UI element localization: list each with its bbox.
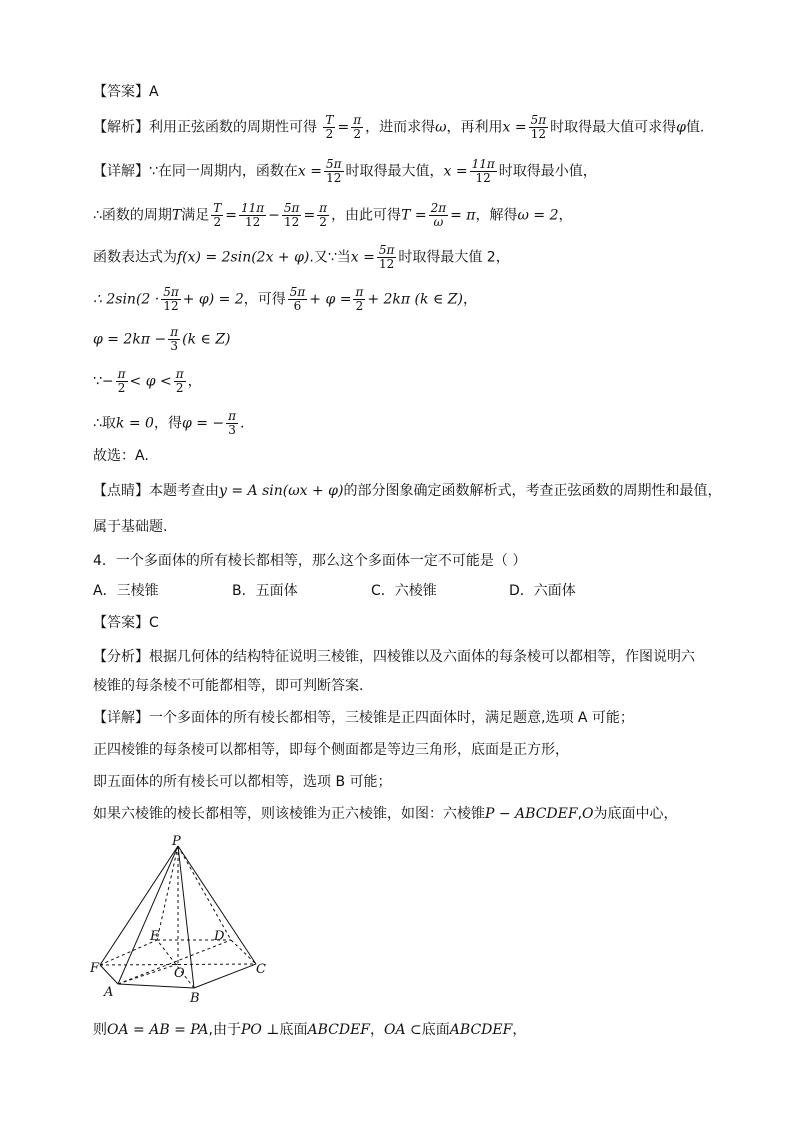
text: ，进而求得 [365,119,436,136]
detail-line-2: ∴函数的周期T满足 $\frac{T}{2}$ = $\frac{11\pi}{12}$ − $\frac{5\pi}{12}$ = $\frac{\pi}{2}$ ，由此可得T = $\frac{2\pi}{\omega}$ = π，解得ω = 2， [93,201,573,229]
frac-num: π [228,409,237,423]
frac-den: 12 [284,215,300,229]
text: ，得 [153,415,182,432]
edge-fa [100,965,118,984]
math: − [101,373,114,390]
question-stem: 4．一个多面体的所有棱长都相等，那么这个多面体一定不可能是（ ） [93,553,527,569]
comment-line-1 [93,481,721,501]
detail-line-6 [93,368,202,395]
text: 底面 [279,1022,308,1038]
detail-line-7 [93,410,244,437]
text: 本题考查由 [149,483,219,499]
text: . [240,415,245,432]
text: ，可得 [243,291,286,308]
fraction [282,202,302,229]
fraction [317,202,329,229]
analysis-tag: 【分析】 [93,649,149,665]
label-a: A [104,985,114,1000]
label-p: P [172,834,181,849]
text: , [577,806,583,822]
answer-value: A [149,84,159,100]
text: 函数表达式为 [93,249,177,266]
frac-den: 2 [325,127,334,141]
frac-num: 2π [430,201,447,215]
math: ABCDEF [449,1022,513,1038]
frac-num: 5π [530,113,547,127]
label-f: F [90,961,100,976]
text: 时取得最小值， [498,163,597,180]
math: φ = − [181,415,225,432]
text: 如果六棱锥的棱长都相等，则该棱锥为正六棱锥，如图：六棱锥 [93,806,485,822]
text: 根据几何体的结构特征说明三棱锥，四棱锥以及六面体的每条棱可以都相等，作图说明六 [149,649,695,665]
text: ，由此可得 [331,207,402,224]
fraction [377,244,397,271]
frac-num: 11π [241,201,265,215]
text: 的部分图象确定函数解析式，考查正弦函数的周期性和最值， [343,483,722,499]
math: + 2kπ (k ∈ Z) [367,291,463,308]
frac-den: ω [433,215,444,229]
fraction [226,410,238,437]
detail-tag: 【详解】 [93,710,149,726]
math: ω [435,119,447,136]
frac-num: π [175,367,184,381]
detail2-line-4 [93,804,678,824]
answer-value: C [149,615,159,631]
fraction [429,202,449,229]
math: f(x) = 2sin(2x + φ) [177,249,310,266]
frac-num: π [353,113,362,127]
analysis-tag: 【解析】 [93,119,149,136]
edge-pe [157,846,178,940]
text: 利用正弦函数的周期性可得 [149,119,317,136]
text: .又∵当 [309,249,351,266]
fraction [324,158,344,185]
math: = π [450,207,476,224]
comment-tag: 【点睛】 [93,483,149,499]
frac-num: T [213,201,222,215]
text: 满足 [181,207,210,224]
math: x = [502,119,527,136]
fraction [529,114,549,141]
math: + φ) = 2 [182,291,244,308]
detail-line-3 [93,244,510,271]
label-d: D [214,929,225,944]
detail2-line-2: 正四棱锥的每条棱可以都相等，即每个侧面都是等边三角形，底面是正方形， [93,742,569,758]
frac-num: 11π [471,157,495,171]
math: T = [401,207,427,224]
analysis2-line-2: 棱锥的每条棱不可能都相等，即可判断答案. [93,678,364,694]
text: ∴取 [93,415,116,432]
fraction [353,286,365,313]
analysis-line [93,114,704,141]
frac-num: 5π [283,201,300,215]
frac-den: 12 [530,127,546,141]
frac-den: 12 [378,257,395,271]
frac-num: 5π [163,285,179,299]
answer-tag: 【答案】 [93,84,149,100]
frac-den: 3 [228,423,236,437]
fraction [168,326,180,353]
frac-num: 5π [326,157,342,171]
frac-num: π [117,367,126,381]
frac-num: π [170,325,179,339]
frac-den: 2 [355,299,364,313]
detail-line-1 [93,158,597,185]
text: 时取得最大值可求得 [550,119,677,136]
text: ， [370,1022,384,1038]
frac-den: 12 [475,171,491,185]
math: OA ⊂ [384,1022,422,1038]
math: x = [350,249,375,266]
detail-line-5 [93,326,231,353]
math: P − ABCDEF [485,806,578,822]
option-c: C．六棱锥 [371,583,437,599]
option-b: B．五面体 [232,583,298,599]
frac-num: 5π [378,243,395,257]
fraction [288,286,308,313]
math: PO ⊥ [240,1022,280,1038]
question-options [93,581,693,601]
text: ，解得 [475,207,518,224]
frac-den: 6 [293,299,302,313]
text: 时取得最大值 2， [398,249,510,266]
frac-num: π [319,201,328,215]
edge-pa [118,846,178,984]
detail2-line-3: 即五面体的所有棱长可以都相等，选项 B 可能； [93,774,392,790]
text: 时取得最大值， [345,163,444,180]
text: 值. [685,119,705,136]
math: x = [297,163,322,180]
detail-tag: 【详解】 [93,163,149,180]
eq: = [225,207,238,224]
text: 则 [93,1022,107,1038]
option-a: A．三棱锥 [93,583,159,599]
edge-dc [231,940,256,964]
frac-den: 2 [319,215,327,229]
text: ，再利用 [446,119,503,136]
comment-line-2: 属于基础题. [93,519,168,535]
math: ABCDEF [307,1022,370,1038]
math: x = [443,163,468,180]
fraction [211,202,223,229]
text: 一个多面体的所有棱长都相等，三棱锥是正四面体时，满足题意,选项 A 可能； [149,710,634,726]
eq: = [337,119,350,136]
hexagonal-pyramid-figure [90,832,280,1007]
math: + φ = [309,291,352,308]
fraction [351,114,363,141]
frac-den: 3 [170,339,178,353]
math: O [582,806,594,822]
answer-line-2 [93,613,159,633]
option-d: D．六面体 [509,583,576,599]
text: ， [512,1022,527,1038]
analysis2-line-1 [93,647,695,667]
detail-line-4: ∴ 2sin(2 · $\frac{5\pi}{12}$ + φ) = 2，可得 $\frac{5\pi}{6}$ + φ = $\frac{\pi}{2}$ + 2kπ (k ∈ Z)， [93,285,477,313]
text: 底面 [421,1022,450,1038]
choice-line: 故选：A. [93,448,149,464]
frac-den: 12 [244,215,261,229]
text: ∴函数的周期 [93,207,172,224]
text: ∵ [93,373,102,390]
frac-den: 2 [213,215,222,229]
frac-den: 2 [353,127,361,141]
minus: − [268,207,280,224]
fraction [116,368,128,395]
label-o: O [174,966,185,981]
math: k = 0 [115,415,154,432]
frac-den: 2 [117,381,126,395]
answer-tag: 【答案】 [93,615,149,631]
frac-den: 2 [175,381,184,395]
edge-pf [100,846,178,965]
text: ,由于 [208,1022,241,1038]
detail2-line-1 [93,708,634,728]
math: < φ < [129,373,172,390]
math: OA = AB = PA [107,1022,209,1038]
edge-pd [178,846,231,940]
frac-num: 5π [289,285,306,299]
frac-den: 12 [163,299,179,313]
math: y = A sin(ωx + φ) [219,483,344,499]
fraction [161,286,181,313]
math: T [171,207,182,224]
math: (k ∈ Z) [182,331,231,348]
text: 为底面中心， [593,806,678,822]
text: ∵在同一周期内，函数在 [149,163,298,180]
fraction [470,158,497,185]
frac-den: 12 [326,171,342,185]
edge-bc [194,964,256,988]
text: ， [187,373,202,390]
eq: = [303,207,316,224]
label-c: C [256,962,266,977]
edge-ab [118,984,194,988]
frac-num: π [355,285,364,299]
detail2-line-5 [93,1020,526,1040]
frac-num: T [325,113,334,127]
answer-line [93,82,159,102]
fraction [174,368,186,395]
fraction [239,202,266,229]
math: ω = 2 [517,207,559,224]
math: φ = 2kπ − [93,331,167,348]
math: φ [676,119,686,136]
fraction [323,114,335,141]
math: ∴ 2sin(2 · [93,291,160,308]
label-e: E [150,929,160,944]
label-b: B [190,991,200,1006]
edge-oa [118,964,178,984]
